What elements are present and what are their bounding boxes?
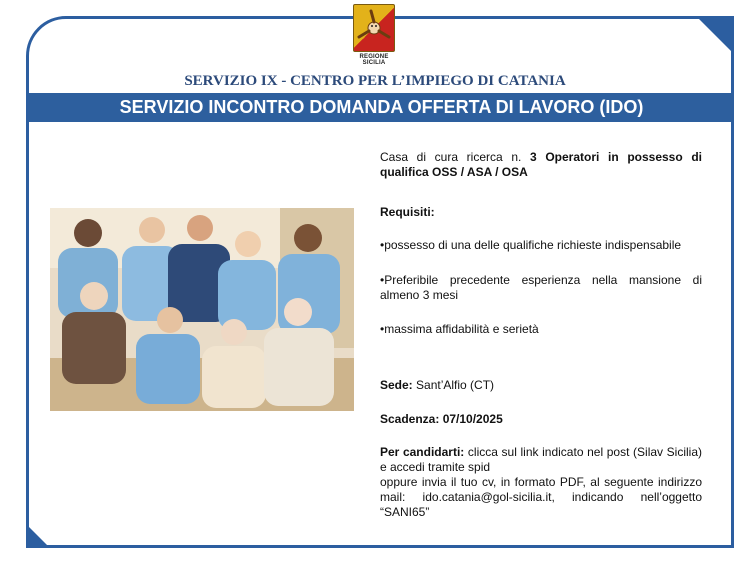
requirement-item-3: •massima affidabilità e serietà — [380, 322, 539, 336]
requirement-item-1: •possesso di una delle qualifiche richieste indispensabile — [380, 238, 682, 252]
logo-caption: REGIONE SICILIA — [359, 54, 389, 66]
requirements-title: Requisiti: — [380, 205, 435, 219]
location — [380, 378, 494, 393]
apply-label: Per candidarti: — [380, 445, 465, 459]
requirement-item-2: •Preferibile precedente esperienza nella mansione di almeno 3 mesi — [380, 273, 702, 302]
page-banner: SERVIZIO INCONTRO DOMANDA OFFERTA DI LAVORO (IDO) — [29, 93, 734, 122]
healthcare-team-photo — [50, 208, 354, 411]
intro-text — [380, 150, 702, 180]
location-value: Sant’Alfio (CT) — [412, 378, 495, 392]
trinacria-icon — [353, 4, 395, 52]
apply-text-1: clicca sul link indicato nel post (Silav Sicilia) e accedi tramite spid — [380, 445, 702, 474]
apply-instructions — [380, 445, 702, 520]
location-label: Sede: — [380, 378, 413, 392]
deadline: Scadenza: 07/10/2025 — [380, 412, 503, 426]
intro-text-bold: 3 Operatori in possesso di qualifica OSS / ASA / OSA — [380, 150, 702, 179]
apply-text-2: oppure invia il tuo cv, in formato PDF, al seguente indirizzo mail: ido.catania@gol-sicilia.it, indicando nell’oggetto “SANI65” — [380, 475, 702, 519]
corner-decoration-bottom-left — [26, 524, 50, 548]
intro-text-a: Casa di cura ricerca n. — [380, 150, 530, 164]
regione-sicilia-logo — [350, 4, 398, 66]
service-title: SERVIZIO IX - CENTRO PER L’IMPIEGO DI CATANIA — [184, 73, 566, 89]
corner-decoration-top-right — [696, 16, 734, 54]
